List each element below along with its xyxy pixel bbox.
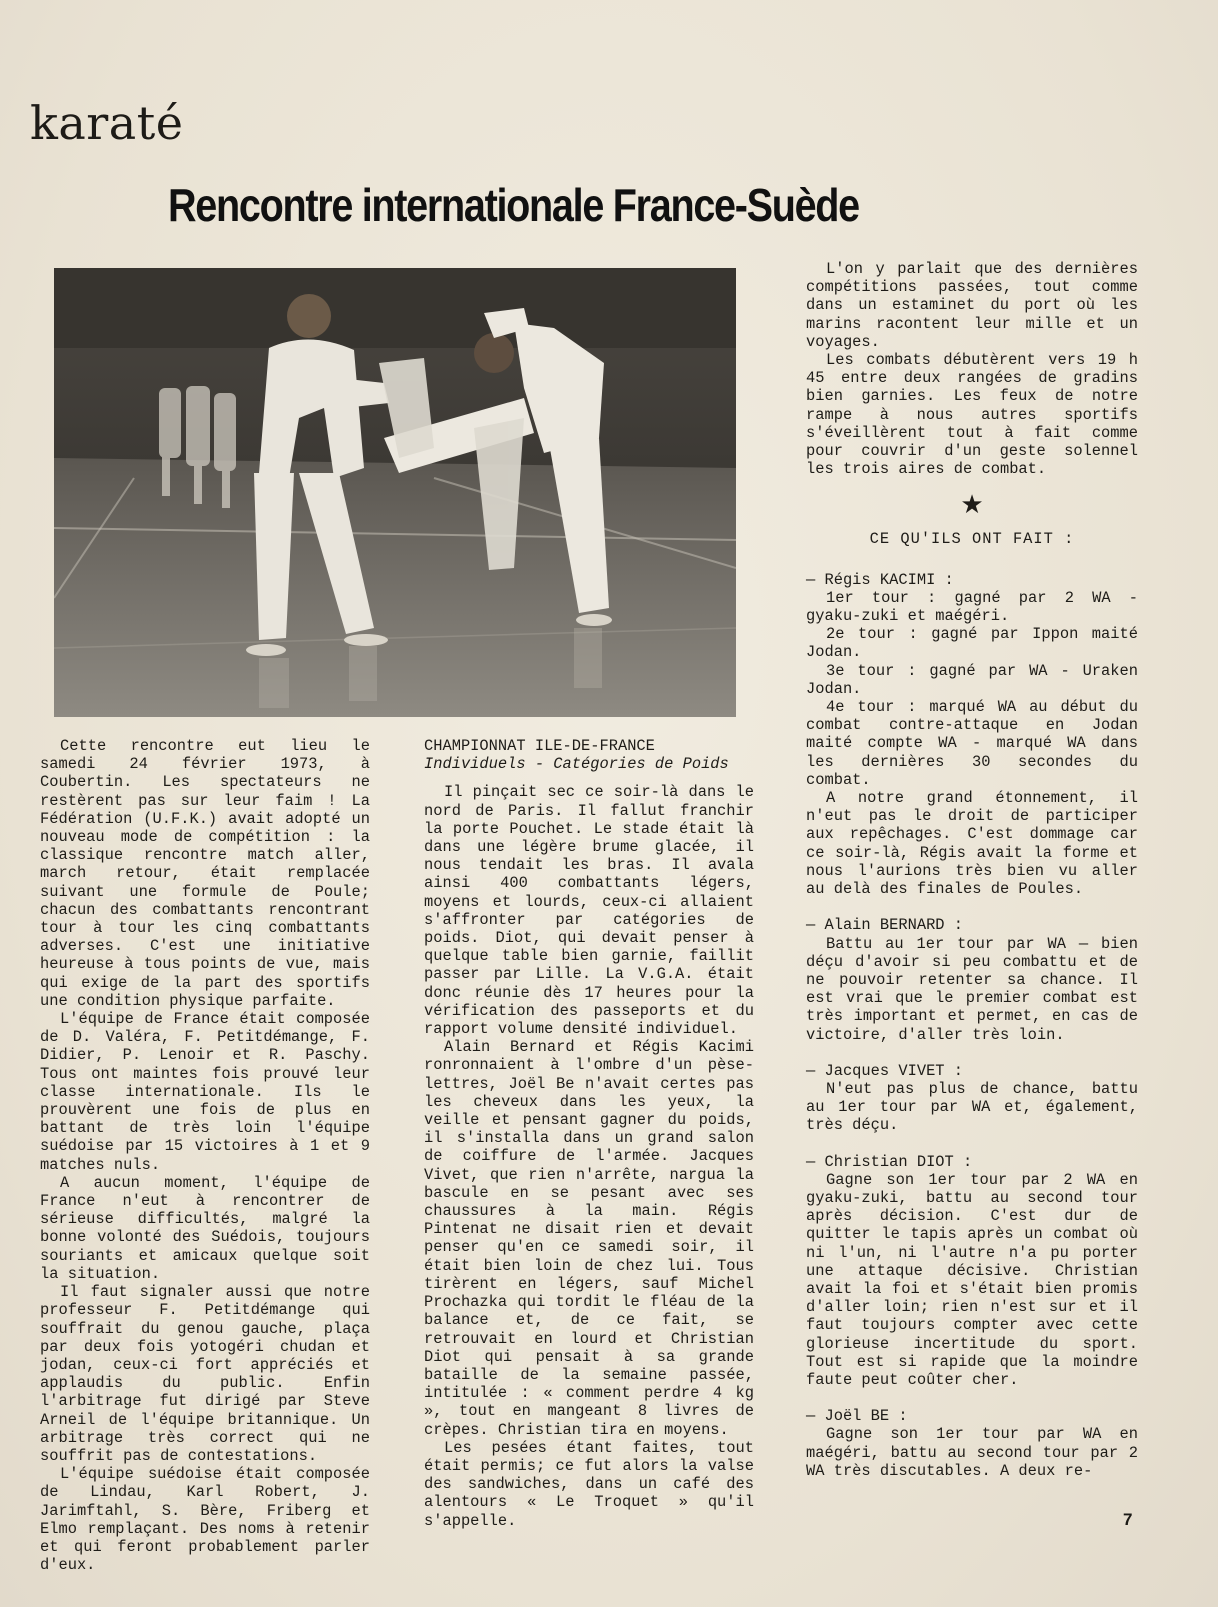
ordinal: 1er [826, 588, 854, 607]
ordinal: 1er [928, 1170, 957, 1189]
karate-photo [54, 268, 736, 717]
results-subheading: CE QU'ILS ONT FAIT : [869, 530, 1075, 549]
fighter-name: — Joël BE : [806, 1407, 908, 1426]
paragraph: Il faut signaler aussi que notre professeur F. Petitdémange qui souffrait du genou gauche, plaça par deux fois yotogéri chudan et jodan, ceux-ci fort appréciés et applaudis du public. Enfin l'arbitrage fut dirigé par Steve Arneil de l'équipe britannique. Un arbitrage très correct qui ne souffrit pas de contestations. [40, 1283, 370, 1465]
paragraph: Il pinçait sec ce soir-là dans le nord de Paris. Il fallut franchir la porte Pouchet. Le stade était là dans une légère brume glacée, il nous tendait les bras. Il avala ainsi 400 combattants légers, moyens et lourds, ceux-ci allaient s'affronter par catégories de poids. Diot, qui devait penser à quelque table bien garnie, faillit passer par Lille. La V.G.A. était donc réunie dès 17 heures pour la vérification des passeports et du rapport volume densité individuel. [424, 783, 754, 1039]
paragraph: A aucun moment, l'équipe de France n'eut à rencontrer de sérieuse difficultés, malgré la bonne volonté des Suédois, toujours souriants et amicaux quelque soit la situation. [40, 1173, 370, 1283]
result-line: 1er tour : gagné par 2 WA - gyaku-zuki et maégéri. [806, 588, 1138, 626]
star-icon: ★ [960, 490, 984, 521]
paragraph: Les pesées étant faites, tout était permis; ce fut alors la valse des sandwiches, dans un café des alentours « Le Troquet » qu'il s'appelle. [424, 1438, 754, 1530]
ordinal: 1er [838, 1098, 866, 1117]
paragraph: Cette rencontre eut lieu le samedi 24 février 1973, à Coubertin. Les spectateurs ne restèrent pas sur leur faim ! La Fédération (U.F.K.) avait adopté un nouveau mode de compétition : la classique rencontre match aller, march retour, était remplacée suivant une formule de Poule; chacun des combattants rencontrant tour à tour les cinq combattants adverses. C'est une initiative heureuse à tous points de vue, mais qui exige de la part des sportifs une condition physique parfaite. [40, 737, 370, 1010]
ordinal: 3e [826, 661, 845, 680]
fighter-name: — Christian DIOT : [806, 1152, 973, 1171]
ordinal: 1er [936, 1425, 964, 1444]
headline: Rencontre internationale France-Suède [168, 179, 859, 231]
paragraph: L'équipe suédoise était composée de Lindau, Karl Robert, J. Jarimftahl, S. Bère, Friberg et Elmo remplaçant. Des noms à retenir et qui feront probablement parler d'eux. [40, 1465, 370, 1575]
ordinal: 1er [916, 934, 945, 953]
paragraph: Les combats débutèrent vers 19 h 45 entre deux rangées de gradins bien garnies. Les feux de notre rampe à nous autres sportifs s'éveillèrent tout à fait comme pour couvrir d'un geste solennel les trois aires de combat. [806, 351, 1138, 479]
column-1 [40, 737, 370, 1574]
fighter-name: — Jacques VIVET : [806, 1061, 964, 1080]
paragraph: Gagne son 1er tour par 2 WA en gyaku-zuki, battu au second tour après décision. C'est dur de quitter le tapis après un combat où ni l'un, ni l'autre n'a pu porter une attaque décisive. Christian avait la foi et s'était bien promis d'aller loin; rien n'est sur et il faut toujours compter avec cette glorieuse incertitude du sport. Tout est si rapide que la moindre faute peut coûter cher. [806, 1170, 1138, 1389]
result-line: 3e tour : gagné par WA - Uraken Jodan. [806, 661, 1138, 698]
result-line: 4e tour : marqué WA au début du combat contre-attaque en Jodan maité compte WA - marqué WA dans les dernières 30 secondes du combat. [806, 698, 1138, 789]
paragraph: Gagne son 1er tour par WA en maégéri, battu au second tour par 2 WA très discutables. A deux re- [806, 1425, 1138, 1480]
championship-title: CHAMPIONNAT ILE-DE-FRANCE [424, 737, 655, 755]
ordinal: 2e [826, 625, 845, 644]
fighter-name: — Alain BERNARD : [806, 916, 964, 935]
column-2 [424, 737, 754, 1530]
fighter-name: — Régis KACIMI : [806, 570, 954, 589]
paragraph: L'équipe de France était composée de D. Valéra, F. Petitdémange, F. Didier, P. Lenoir et R. Paschy. Tous ont maintes fois prouvé leur classe internationale. Ils le prouvèrent une fois de plus en battant de très loin l'équipe suédoise par 15 victoires à 1 et 9 matches nuls. [40, 1010, 370, 1174]
paragraph: N'eut pas plus de chance, battu au 1er tour par WA et, également, très déçu. [806, 1079, 1138, 1135]
paragraph: Alain Bernard et Régis Kacimi ronronnaient à l'ombre d'un pèse-lettres, Joël Be n'avait certes pas les cheveux dans les yeux, la veille et pensant gagner du poids, il s'installa dans un grand salon de coiffure de l'armée. Jacques Vivet, que rien n'arrête, nargua la bascule en se pesant avec ses chaussures à la main. Régis Pintenat ne disait rien et devait penser qu'en ce samedi soir, il était bien loin de chez lui. Tous tirèrent en légers, sauf Michel Prochazka qui tordit le fléau de la balance et, de ce fait, se retrouvait en lourd et Christian Diot qui pensait à sa grande bataille de la semaine passée, intitulée : « comment perdre 4 kg », tout en mangeant 8 livres de crèpes. Christian tira en moyens. [424, 1038, 754, 1439]
result-line: 2e tour : gagné par Ippon maité Jodan. [806, 625, 1138, 662]
championship-subtitle: Individuels - Catégories de Poids [424, 755, 729, 774]
paragraph: L'on y parlait que des dernières compétitions passées, tout comme dans un estaminet du port où les marins racontent leur mille et un voyages. [806, 260, 1138, 351]
section-label: karaté [30, 96, 184, 150]
paragraph: Battu au 1er tour par WA — bien déçu d'avoir si peu combattu et de ne pouvoir retenter sa chance. Il est vrai que le premier combat est très important et permet, en cas de victoire, d'aller très loin. [806, 934, 1138, 1044]
paragraph: A notre grand étonnement, il n'eut pas le droit de participer aux repêchages. C'est dommage car ce soir-là, Régis avait la forme et nous l'aurions très bien vu aller au delà des finales de Poules. [806, 789, 1138, 899]
ordinal: 4e [826, 698, 845, 717]
column-3 [806, 260, 1138, 1480]
page-number: 7 [1123, 1510, 1133, 1529]
